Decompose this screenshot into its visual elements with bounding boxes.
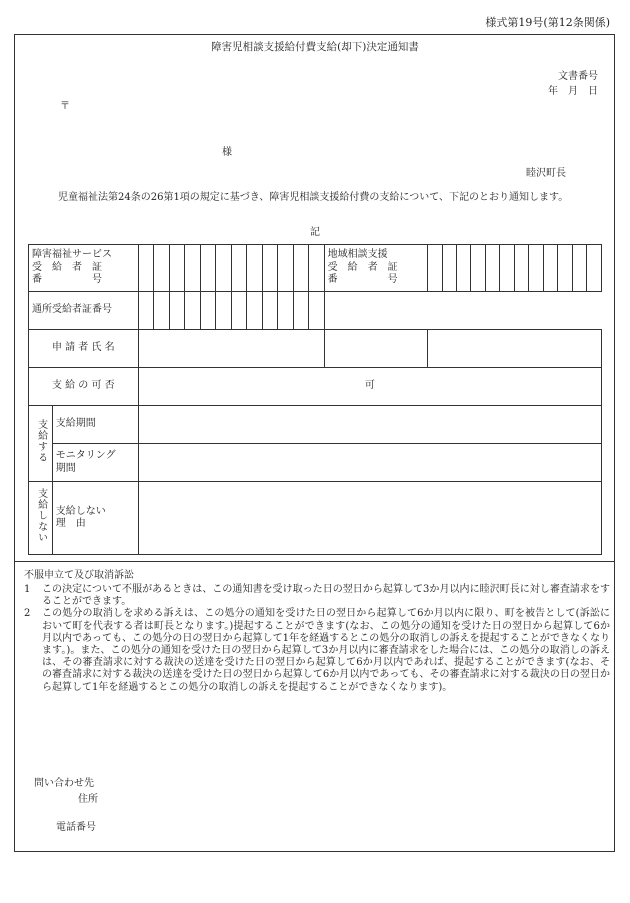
no-provide-group-label-text: 支給しない [35,488,47,544]
monitoring-label [52,444,138,482]
contact-phone-label: 電話番号 [56,822,96,833]
community-cert-digit[interactable] [514,245,528,292]
reason-label-line1: 支給しない [55,505,106,517]
approval-label: 支 給 の 可 否 [29,368,139,406]
community-cert-digit[interactable] [456,245,470,292]
service-cert-digit[interactable] [293,245,309,292]
community-cert-digit[interactable] [428,245,442,292]
service-cert-label-line1: 障害福祉サービス [32,249,112,261]
commuter-cert-digit[interactable] [138,292,154,330]
commuter-cert-digit[interactable] [293,292,309,330]
appeal-item-text: この処分の取消しを求める訴えは、この処分の通知を受けた日の翌日から起算して6か月以内に限り、町を被告として(訴訟において町を代表する者は町長となります。)提起することができます(なお、この処分の通知を受けた日の翌日から起算して6か月以内であっても、この処分の日の翌日から起算して1年を経過するとこの処分の取消しの訴えを提起することができなくなります。)。また、この処分の通知を受けた日の翌日から起算して3か月以内に審査請求をした場合には、この処分の取消しの訴えは、その審査請求に対する裁決の送達を受けた日の翌日から起算して6か月以内であれば、提起することができます(なお、その審査請求に対する裁決の送達を受けた日の翌日から起算して6か月以内であっても、その審査請求に対する裁決の日の翌日から起算して1年を経過するとこの処分の取消しの訴えを提起することができなくなります)。 [42,608,610,693]
community-cert-label-line2: 受 給 者 証 [327,261,398,273]
applicant-extra-field[interactable] [428,330,602,368]
service-cert-label [29,245,139,292]
commuter-cert-digit[interactable] [154,292,170,330]
reason-field[interactable] [138,482,601,555]
postal-mark: 〒 [60,101,70,112]
blank-area [324,292,601,330]
community-cert-digit[interactable] [500,245,514,292]
commuter-cert-digit[interactable] [231,292,247,330]
provide-group-label-text: 支給する [35,419,47,464]
service-cert-digit[interactable] [309,245,325,292]
community-cert-digit[interactable] [558,245,572,292]
appeal-list [20,584,610,694]
decision-table [28,244,602,555]
commuter-cert-digit[interactable] [169,292,185,330]
monitoring-label-line2: 期間 [55,462,76,474]
document-number-label: 文書番号 [558,71,598,82]
community-cert-digit[interactable] [572,245,586,292]
period-field[interactable] [138,406,601,444]
commuter-cert-digit[interactable] [262,292,278,330]
appeal-item [20,608,610,693]
service-cert-digit[interactable] [169,245,185,292]
commuter-cert-digit[interactable] [247,292,263,330]
community-cert-label-line1: 地域相談支援 [327,249,388,261]
commuter-cert-digit[interactable] [200,292,216,330]
appeal-item-text: この決定について不服があるときは、この通知書を受け取った日の翌日から起算して3か月以内に睦沢町長に対し審査請求をすることができます。 [42,584,610,608]
service-cert-label-line2: 受 給 者 証 [32,261,102,273]
document-title: 障害児相談支援給付費支給(却下)決定通知書 [211,41,419,53]
recipient-honorific: 様 [222,147,232,158]
provide-group-label [29,406,53,482]
service-cert-digit[interactable] [262,245,278,292]
appeal-item-number: 1 [24,584,31,595]
appeal-title: 不服申立て及び取消訴訟 [24,570,134,581]
community-cert-digit[interactable] [442,245,456,292]
form-number: 様式第19号(第12条関係) [485,16,610,29]
applicant-field[interactable] [138,330,324,368]
appeal-item [20,584,610,608]
community-cert-digit[interactable] [543,245,557,292]
community-cert-label [324,245,427,292]
reason-label-line2: 理 由 [55,518,86,529]
service-cert-digit[interactable] [185,245,201,292]
reason-label [52,482,138,555]
community-cert-digit[interactable] [471,245,485,292]
approval-value[interactable]: 可 [138,368,601,406]
community-cert-label-line3: 番 号 [327,274,398,286]
service-cert-digit[interactable] [216,245,232,292]
contact-heading: 問い合わせ先 [34,778,94,789]
no-provide-group-label [29,482,53,555]
ki-mark: 記 [310,227,320,238]
period-label: 支給期間 [52,406,138,444]
service-cert-digit[interactable] [278,245,294,292]
community-cert-digit[interactable] [529,245,543,292]
issuer-name: 睦沢町長 [526,168,566,179]
date-line: 年 月 日 [548,86,598,97]
service-cert-digit[interactable] [154,245,170,292]
applicant-label: 申 請 者 氏 名 [29,330,139,368]
commuter-cert-digit[interactable] [278,292,294,330]
applicant-extra-field[interactable] [324,330,427,368]
contact-address-label: 住所 [78,794,98,805]
commuter-cert-digit[interactable] [216,292,232,330]
monitoring-field[interactable] [138,444,601,482]
commuter-cert-digit[interactable] [185,292,201,330]
community-cert-digit[interactable] [587,245,602,292]
service-cert-label-line3: 番 号 [32,274,102,286]
appeal-item-number: 2 [24,608,31,620]
body-text: 児童福祉法第24条の26第1項の規定に基づき、障害児相談支援給付費の支給について、下記のとおり通知します。 [58,192,569,203]
commuter-cert-label: 通所受給者証番号 [29,292,139,330]
monitoring-label-line1: モニタリング [55,450,116,461]
service-cert-digit[interactable] [200,245,216,292]
service-cert-digit[interactable] [231,245,247,292]
commuter-cert-digit[interactable] [309,292,325,330]
community-cert-digit[interactable] [485,245,499,292]
service-cert-digit[interactable] [138,245,154,292]
service-cert-digit[interactable] [247,245,263,292]
